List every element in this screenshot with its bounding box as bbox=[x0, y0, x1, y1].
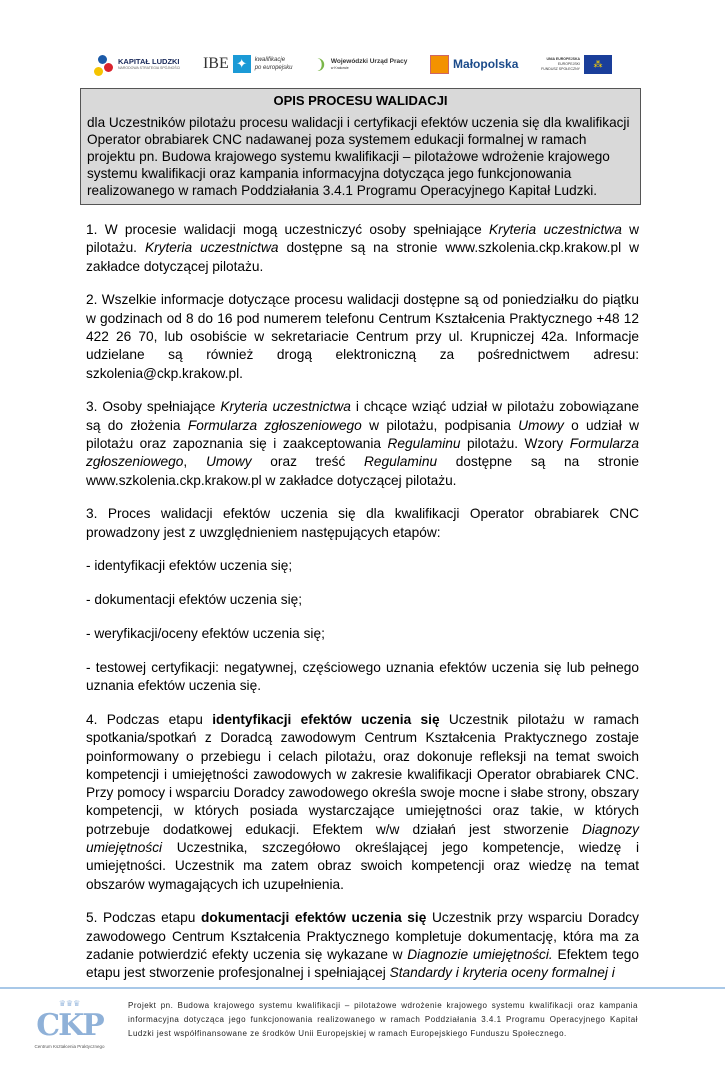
malopolska-logo bbox=[430, 55, 518, 74]
text-segment: o udział w pilotażu oraz zapoznania się i zaakceptowania bbox=[86, 417, 640, 451]
text-segment: Umowy bbox=[205, 454, 252, 470]
ckp-letters: CKP bbox=[36, 1007, 103, 1043]
text-segment: Formularza zgłoszeniowego bbox=[187, 417, 362, 433]
text-segment: Kryteria uczestnictwa bbox=[220, 399, 351, 415]
text-segment: Diagnozie umiejętności. bbox=[407, 947, 553, 962]
paragraph bbox=[86, 505, 639, 542]
ibe-logo bbox=[203, 55, 292, 73]
wup-sub: w Krakowie bbox=[330, 65, 349, 70]
paragraph bbox=[86, 557, 639, 575]
wup-title: Wojewódzki Urząd Pracy bbox=[330, 57, 408, 65]
text-segment: Efektem tego etapu jest stworzenie profesjonalnej i spełniającej bbox=[86, 947, 640, 981]
text-segment: Kryteria uczestnictwa bbox=[144, 240, 279, 256]
paragraph bbox=[86, 221, 639, 276]
ibe-sub2: po europejsku bbox=[254, 65, 293, 71]
text-segment: 2. Wszelkie informacje dotyczące procesu walidacji dostępne są od poniedziałku do piątku w godzinach od 8 do 16 pod numerem telefonu Centrum Kształcenia Praktycznego +48 12 422 26 70, lub osobiście w sekretariacie Centrum przy ul. Krupniczej 42a. Informacje udzielane są również drogą elektroniczną za pośrednictwem adresu: szkolenia@ckp.krakow.pl. bbox=[86, 292, 639, 381]
ue-l1: UNIA EUROPEJSKA bbox=[546, 56, 580, 61]
document-body bbox=[86, 221, 639, 983]
text-segment: 4. Podczas etapu bbox=[86, 711, 213, 727]
crown-icon: ♛♛♛ bbox=[58, 998, 81, 1008]
text-segment: Formularza zgłoszeniowego bbox=[86, 435, 639, 470]
kl-sub: NARODOWA STRATEGIA SPÓJNOŚCI bbox=[118, 66, 181, 70]
text-segment: w pilotażu. bbox=[86, 222, 639, 256]
text-segment: 3. Osoby spełniające bbox=[86, 399, 221, 415]
text-segment: - dokumentacji efektów uczenia się; bbox=[86, 592, 303, 608]
footer-text: Projekt pn. Budowa krajowego systemu kwalifikacji – pilotażowe wdrożenie krajowego systemu kwalifikacji oraz kampania informacyjna dotycząca jego funkcjonowania realizowanego w ramach Poddziałania 3.4.1 Programu Operacyjnego Kapitał Ludzki jest współfinansowane ze środków Unii Europejskiej w ramach Europejskiego Funduszu Społecznego. bbox=[128, 1000, 638, 1038]
text-segment: Standardy i kryteria oceny formalnej i bbox=[389, 965, 615, 981]
wup-logo bbox=[315, 56, 407, 73]
text-segment: - weryfikacji/oceny efektów uczenia się; bbox=[86, 626, 325, 642]
paragraph bbox=[86, 625, 639, 643]
text-segment: i chcące wziąć udział w pilotażu zobowiązane są do złożenia bbox=[86, 399, 639, 433]
kapital-ludzki-logo bbox=[92, 49, 180, 79]
document-subtitle: dla Uczestników pilotażu procesu walidacji i certyfikacji efektów uczenia się dla kwalifikacji Operator obrabiarek CNC nadawanej poza systemem edukacji formalnej w ramach projektu pn. Budowa krajowego systemu kwalifikacji – pilotażowe wdrożenie krajowego systemu kwalifikacji oraz kampania informacyjna dotycząca jego funkcjonowania realizowanego w ramach Poddziałania 3.4.1 Programu Operacyjnego Kapitał Ludzki. bbox=[87, 115, 630, 198]
paragraph bbox=[86, 659, 639, 696]
text-segment: Umowy bbox=[518, 417, 564, 433]
ckp-sub: Centrum Kształcenia Praktycznego bbox=[34, 1043, 105, 1049]
wup-icon: ❩ bbox=[315, 55, 327, 72]
footer bbox=[0, 987, 725, 1070]
text-segment: Kryteria uczestnictwa bbox=[489, 222, 622, 237]
text-segment: 1. W procesie walidacji mogą uczestniczyć osoby spełniające bbox=[86, 222, 489, 237]
kl-title: KAPITAŁ LUDZKI bbox=[118, 57, 180, 66]
document-title: OPIS PROCESU WALIDACJI bbox=[273, 93, 448, 108]
malopolska-crest-icon bbox=[430, 55, 449, 74]
text-segment: Uczestnik pilotażu w ramach spotkania/spotkań z Doradcą zawodowym Centrum Kształcenia Praktycznego zostaje poinformowany o przebiegu i celach pilotażu, oraz dokonuje refleksji na temat swoich kompetencji i umiejętności zawodowych w zakresie kwalifikacji Operator obrabiarek CNC. Przy pomocy i wsparciu Doradcy zawodowego określa swoje mocne i słabe strony, obszary kompetencji, w których posiada wystarczające umiejętności oraz takie, w których potrzebuje dodatkowej edukacji. Efektem w/w działań jest stworzenie bbox=[86, 711, 640, 837]
text-segment: dostępne są na stronie www.szkolenia.ckp.krakow.pl w zakładce dotyczącej pilotażu. bbox=[86, 454, 640, 488]
text-segment: oraz treść bbox=[251, 454, 365, 470]
paragraph bbox=[86, 909, 639, 982]
text-segment: Diagnozy umiejętności bbox=[86, 821, 639, 856]
logo-bar bbox=[92, 44, 612, 84]
text-segment: dostępne są na stronie www.szkolenia.ckp.krakow.pl w zakładce dotyczącej pilotażu. bbox=[86, 240, 639, 274]
text-segment: pilotażu. Wzory bbox=[460, 435, 570, 451]
text-segment: Regulaminu bbox=[387, 435, 461, 451]
footer-row bbox=[0, 989, 725, 1070]
ue-l2: EUROPEJSKI bbox=[557, 61, 580, 66]
ibe-title: IBE bbox=[202, 55, 229, 72]
malopolska-title: Małopolska bbox=[453, 57, 519, 71]
text-segment: dokumentacji efektów uczenia się bbox=[201, 910, 427, 926]
text-segment: Uczestnika, szczegółowo określającej jego kompetencje, wiedzę i umiejętności. Uczestnik ma zatem obraz swoich kompetencji oraz wiedzę na temat obszarów wymagających ich uzupełnienia. bbox=[86, 840, 639, 892]
ue-l3: FUNDUSZ SPOŁECZNY bbox=[541, 66, 580, 71]
paragraph bbox=[86, 591, 639, 609]
text-segment: w pilotażu, podpisania bbox=[361, 417, 519, 433]
text-segment: Regulaminu bbox=[364, 454, 438, 470]
header-box bbox=[80, 88, 641, 205]
paragraph bbox=[86, 711, 639, 894]
text-segment: - testowej certyfikacji: negatywnej, częściowego uznania efektów uczenia się lub pełnego uznania efektów uczenia się. bbox=[86, 659, 639, 694]
paragraph bbox=[86, 398, 639, 489]
kapital-ludzki-icon bbox=[92, 49, 114, 79]
text-segment: 3. Proces walidacji efektów uczenia się dla kwalifikacji Operator obrabiarek CNC prowadzony jest z uwzględnieniem następujących etapów: bbox=[86, 506, 639, 540]
ckp-logo bbox=[22, 999, 117, 1050]
text-segment: identyfikacji efektów uczenia się bbox=[212, 711, 440, 727]
person-icon: ✦ bbox=[233, 55, 251, 73]
eu-flag-icon: ⁂ bbox=[584, 55, 612, 74]
ue-logo bbox=[541, 55, 612, 74]
ibe-sub1: kwalifikacje bbox=[254, 57, 286, 63]
text-segment: Uczestnik przy wsparciu Doradcy zawodowego Centrum Kształcenia Praktycznego kompletuje dokumentację, która ma za zadanie potwierdzić efekty uczenia się wykazane w bbox=[86, 910, 639, 962]
paragraph bbox=[86, 291, 639, 382]
text-segment: , bbox=[183, 454, 206, 470]
text-segment: - identyfikacji efektów uczenia się; bbox=[86, 558, 293, 574]
text-segment: 5. Podczas etapu bbox=[86, 910, 202, 926]
